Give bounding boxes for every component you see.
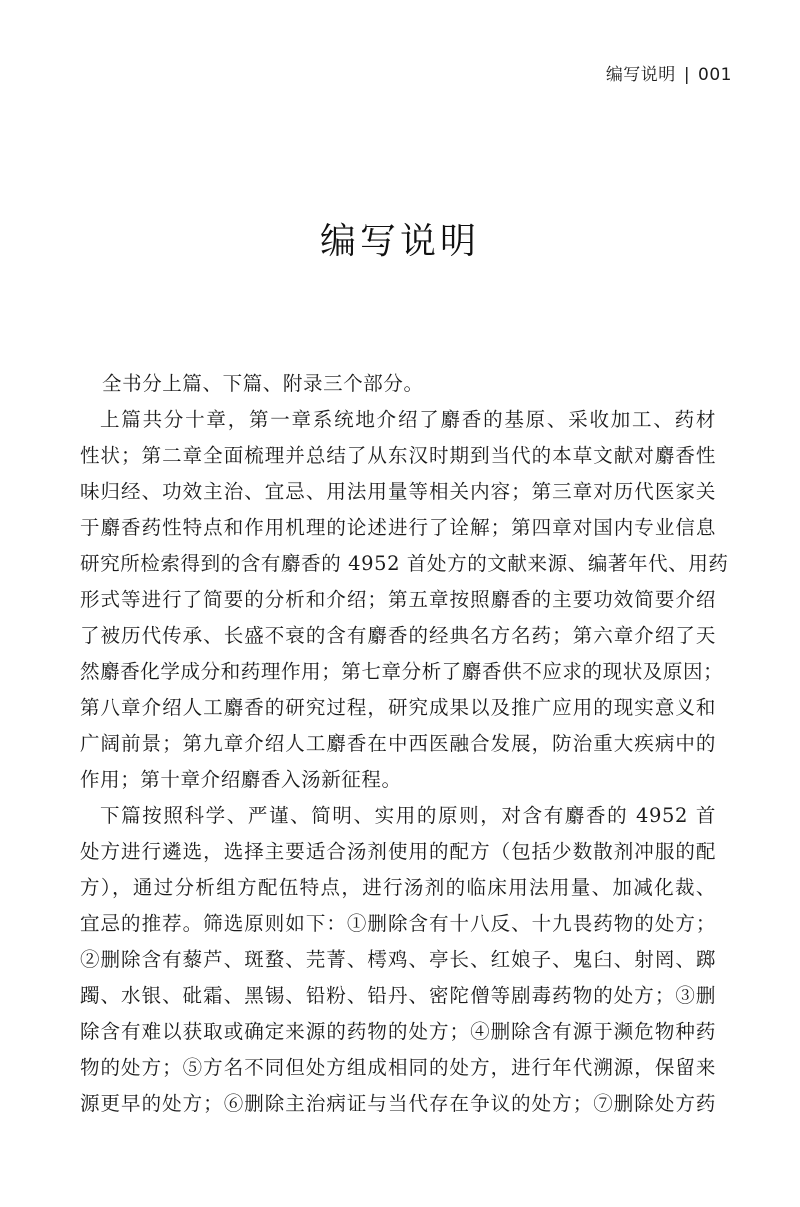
- paragraph-line: 性状；第二章全面梳理并总结了从东汉时期到当代的本草文献对麝香性: [80, 444, 716, 467]
- page-title: 编写说明: [319, 221, 480, 263]
- paragraph-line: 除含有难以获取或确定来源的药物的处方；④删除含有源于濒危物种药: [80, 1020, 716, 1043]
- paragraph-line: 第八章介绍人工麝香的研究过程，研究成果以及推广应用的现实意义和: [80, 696, 716, 719]
- paragraph-line: 方），通过分析组方配伍特点，进行汤剂的临床用法用量、加减化裁、: [80, 876, 716, 899]
- paragraph-line: 上篇共分十章，第一章系统地介绍了麝香的基原、采收加工、药材: [100, 408, 716, 431]
- page-number: 001: [698, 65, 732, 85]
- paragraph-line: 躅、水银、砒霜、黑锡、铅粉、铅丹、密陀僧等剧毒药物的处方；③删: [80, 984, 716, 1007]
- paragraph-line: 然麝香化学成分和药理作用；第七章分析了麝香供不应求的现状及原因；: [80, 660, 724, 683]
- paragraph-line: 味归经、功效主治、宜忌、用法用量等相关内容；第三章对历代医家关: [80, 480, 716, 503]
- paragraph-line: 了被历代传承、长盛不衰的含有麝香的经典名方名药；第六章介绍了天: [80, 624, 716, 647]
- paragraph-line: 广阔前景；第九章介绍人工麝香在中西医融合发展，防治重大疾病中的: [80, 732, 716, 755]
- paragraph-line: 下篇按照科学、严谨、简明、实用的原则，对含有麝香的 4952 首: [100, 804, 716, 827]
- running-head-section: 编写说明: [605, 65, 676, 85]
- running-head: [606, 60, 732, 85]
- paragraph-line: 物的处方；⑤方名不同但处方组成相同的处方，进行年代溯源，保留来: [80, 1056, 716, 1079]
- paragraph-line: 源更早的处方；⑥删除主治病证与当代存在争议的处方；⑦删除处方药: [80, 1092, 716, 1115]
- paragraph-line: 全书分上篇、下篇、附录三个部分。: [102, 372, 424, 395]
- running-head-separator: |: [683, 65, 691, 85]
- paragraph-line: 于麝香药性特点和作用机理的论述进行了诠解；第四章对国内专业信息: [80, 516, 716, 539]
- paragraph-line: 研究所检索得到的含有麝香的 4952 首处方的文献来源、编著年代、用药: [80, 552, 729, 575]
- paragraph-line: 宜忌的推荐。筛选原则如下：①删除含有十八反、十九畏药物的处方；: [80, 912, 716, 935]
- body-text: [80, 366, 729, 1122]
- paragraph-line: 处方进行遴选，选择主要适合汤剂使用的配方（包括少数散剂冲服的配: [80, 840, 716, 863]
- paragraph-line: 作用；第十章介绍麝香入汤新征程。: [80, 768, 402, 791]
- paragraph-line: ②删除含有藜芦、斑蝥、芫菁、樗鸡、亭长、红娘子、鬼臼、射罔、踯: [80, 948, 716, 971]
- paragraph-line: 形式等进行了简要的分析和介绍；第五章按照麝香的主要功效简要介绍: [80, 588, 716, 611]
